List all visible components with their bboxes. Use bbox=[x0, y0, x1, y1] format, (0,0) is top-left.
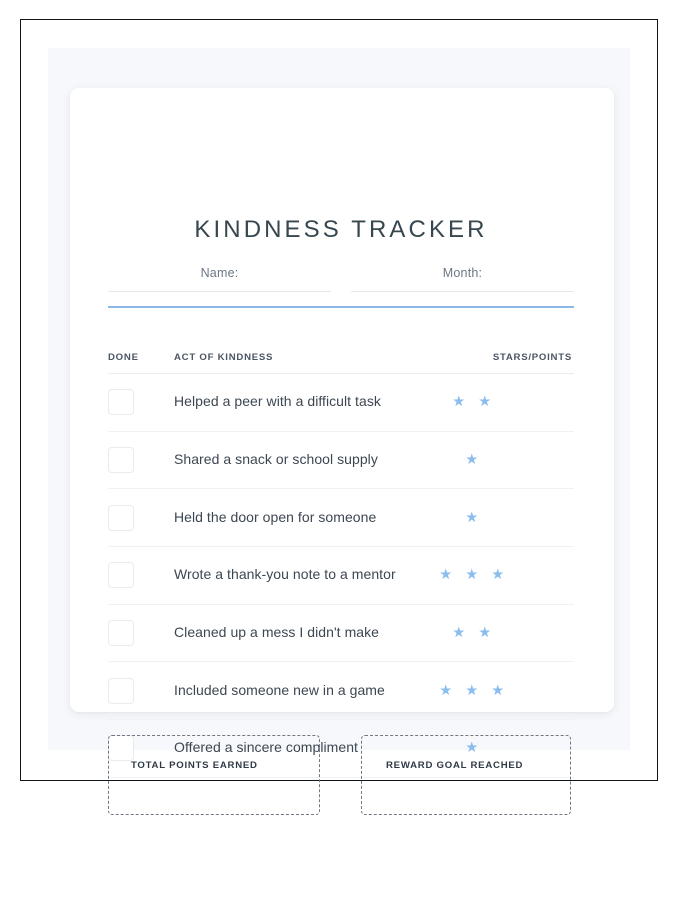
table-header-row bbox=[108, 352, 574, 374]
reward-goal-box[interactable] bbox=[361, 735, 571, 815]
stars-cell: ★ ★ bbox=[452, 394, 496, 411]
name-field[interactable] bbox=[108, 264, 331, 292]
total-points-box[interactable] bbox=[108, 735, 320, 815]
done-cell bbox=[108, 389, 174, 415]
card-content bbox=[108, 88, 574, 757]
done-checkbox[interactable] bbox=[108, 389, 134, 415]
act-cell bbox=[174, 682, 414, 700]
stars-cell: ★ ★ ★ bbox=[439, 682, 509, 699]
table-body bbox=[108, 374, 574, 778]
done-cell bbox=[108, 447, 174, 473]
done-checkbox[interactable] bbox=[108, 678, 134, 704]
done-cell bbox=[108, 678, 174, 704]
act-cell bbox=[174, 393, 414, 411]
column-header-done: DONE bbox=[108, 352, 139, 363]
table-row bbox=[108, 605, 574, 663]
act-label: Wrote a thank-you note to a mentor bbox=[174, 566, 396, 583]
month-field[interactable] bbox=[351, 264, 574, 292]
stars-cell: ★ bbox=[465, 509, 483, 526]
done-cell bbox=[108, 505, 174, 531]
act-label: Offered a sincere compliment bbox=[174, 739, 359, 756]
page-title: KINDNESS TRACKER bbox=[194, 216, 488, 243]
act-label: Cleaned up a mess I didn't make bbox=[174, 624, 380, 641]
act-cell bbox=[174, 566, 414, 584]
accent-divider bbox=[108, 306, 574, 308]
done-checkbox[interactable] bbox=[108, 562, 134, 588]
column-header-act: ACT OF KINDNESS bbox=[174, 352, 274, 363]
reward-goal-label: REWARD GOAL REACHED bbox=[386, 760, 524, 771]
stars-cell: ★ ★ bbox=[452, 625, 496, 642]
table-row bbox=[108, 374, 574, 432]
table-row bbox=[108, 489, 574, 547]
act-label: Shared a snack or school supply bbox=[174, 451, 378, 468]
name-field-label: Name: bbox=[200, 266, 239, 280]
stars-cell: ★ ★ ★ bbox=[439, 567, 509, 584]
month-field-label: Month: bbox=[442, 266, 483, 280]
table-row bbox=[108, 662, 574, 720]
act-cell bbox=[174, 509, 414, 527]
table-row bbox=[108, 547, 574, 605]
stars-cell: ★ bbox=[465, 452, 483, 469]
done-checkbox[interactable] bbox=[108, 447, 134, 473]
act-label: Held the door open for someone bbox=[174, 508, 377, 525]
act-cell bbox=[174, 624, 414, 642]
act-label: Helped a peer with a difficult task bbox=[174, 393, 381, 410]
column-header-stars: STARS/POINTS bbox=[492, 352, 572, 363]
stars-cell: ★ bbox=[465, 740, 483, 757]
identity-fields bbox=[108, 264, 574, 292]
total-points-label: TOTAL POINTS EARNED bbox=[131, 760, 258, 771]
act-label: Included someone new in a game bbox=[174, 681, 385, 698]
done-cell bbox=[108, 620, 174, 646]
table-row bbox=[108, 432, 574, 490]
kindness-table bbox=[108, 352, 574, 778]
done-cell bbox=[108, 562, 174, 588]
done-checkbox[interactable] bbox=[108, 505, 134, 531]
done-checkbox[interactable] bbox=[108, 620, 134, 646]
act-cell bbox=[174, 451, 414, 469]
tracker-card bbox=[70, 88, 614, 757]
